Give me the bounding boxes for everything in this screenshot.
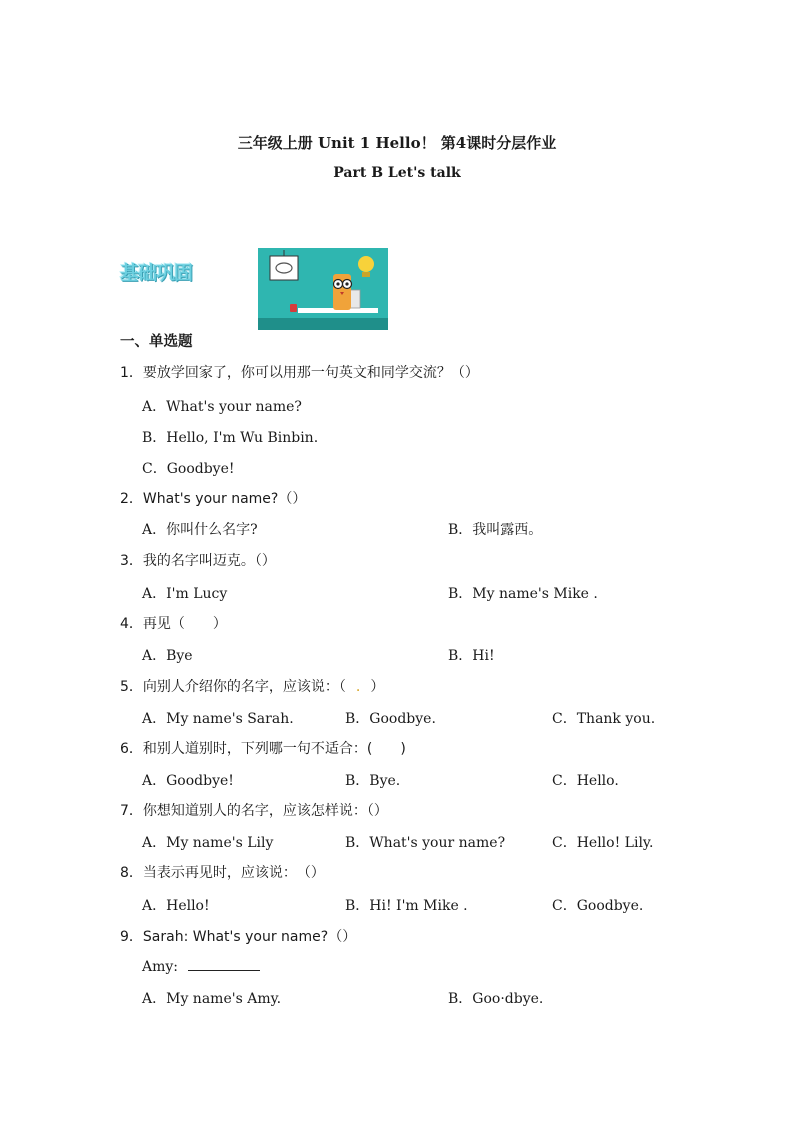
section-heading: 一、单选题 bbox=[120, 334, 193, 350]
question-6-stem: 6．和别人道别时，下列哪一句不适合：( ) bbox=[120, 741, 406, 757]
question-9-dialogue bbox=[142, 958, 260, 975]
question-5-stem-close: ） bbox=[370, 679, 385, 695]
question-3-option-b[interactable]: B．My name's Mike . bbox=[448, 586, 598, 602]
question-2-stem: 2．What's your name?（） bbox=[120, 491, 307, 507]
question-9-stem: 9．Sarah: What's your name?（） bbox=[120, 929, 357, 945]
study-illustration bbox=[258, 248, 388, 330]
question-4-option-a[interactable]: A．Bye bbox=[142, 648, 193, 664]
question-7-stem: 7．你想知道别人的名字，应该怎样说：（） bbox=[120, 803, 388, 819]
question-6-option-a[interactable]: A．Goodbye! bbox=[142, 773, 234, 789]
question-5-option-c[interactable]: C．Thank you. bbox=[552, 711, 656, 727]
question-8-option-b[interactable]: B．Hi! I'm Mike . bbox=[345, 898, 468, 914]
page-title: 三年级上册 Unit 1 Hello！ 第4课时分层作业 bbox=[237, 134, 557, 152]
question-6-option-c[interactable]: C．Hello. bbox=[552, 773, 619, 789]
question-2-option-b[interactable]: B．我叫露西。 bbox=[448, 522, 543, 538]
question-5-stem-text: 5．向别人介绍你的名字，应该说：（ bbox=[120, 679, 346, 695]
question-1-stem: 1．要放学回家了，你可以用那一句英文和同学交流？（） bbox=[120, 365, 479, 381]
question-2-option-a[interactable]: A．你叫什么名字? bbox=[142, 522, 258, 538]
question-8-option-c[interactable]: C．Goodbye. bbox=[552, 898, 644, 914]
question-7-option-c[interactable]: C．Hello! Lily. bbox=[552, 835, 654, 851]
question-6-option-b[interactable]: B．Bye. bbox=[345, 773, 401, 789]
question-5-option-a[interactable]: A．My name's Sarah. bbox=[142, 711, 294, 727]
question-3-stem: 3．我的名字叫迈克。（） bbox=[120, 553, 276, 569]
basic-consolidation-badge: 基础巩固 bbox=[120, 262, 193, 284]
answer-blank[interactable] bbox=[188, 958, 260, 971]
question-9-option-b[interactable]: B．Goo·dbye. bbox=[448, 991, 544, 1007]
question-1-option-c[interactable]: C．Goodbye! bbox=[142, 461, 235, 477]
question-1-option-a[interactable]: A．What's your name? bbox=[142, 399, 302, 415]
question-8-stem: 8．当表示再见时，应该说： （） bbox=[120, 865, 325, 881]
question-5-stem-mark: . bbox=[355, 679, 361, 695]
question-5-stem bbox=[120, 676, 384, 696]
question-4-option-b[interactable]: B．Hi! bbox=[448, 648, 495, 664]
question-5-option-b[interactable]: B．Goodbye. bbox=[345, 711, 436, 727]
question-9-speaker: Amy: bbox=[142, 959, 179, 975]
page-subtitle: Part B Let's talk bbox=[333, 165, 461, 181]
question-8-option-a[interactable]: A．Hello! bbox=[142, 898, 210, 914]
question-1-option-b[interactable]: B．Hello, I'm Wu Binbin. bbox=[142, 430, 319, 446]
question-9-option-a[interactable]: A．My name's Amy. bbox=[142, 991, 282, 1007]
question-3-option-a[interactable]: A．I'm Lucy bbox=[142, 586, 228, 602]
question-4-stem: 4．再见（ ） bbox=[120, 616, 227, 632]
question-7-option-a[interactable]: A．My name's Lily bbox=[142, 835, 274, 851]
question-7-option-b[interactable]: B．What's your name? bbox=[345, 835, 506, 851]
